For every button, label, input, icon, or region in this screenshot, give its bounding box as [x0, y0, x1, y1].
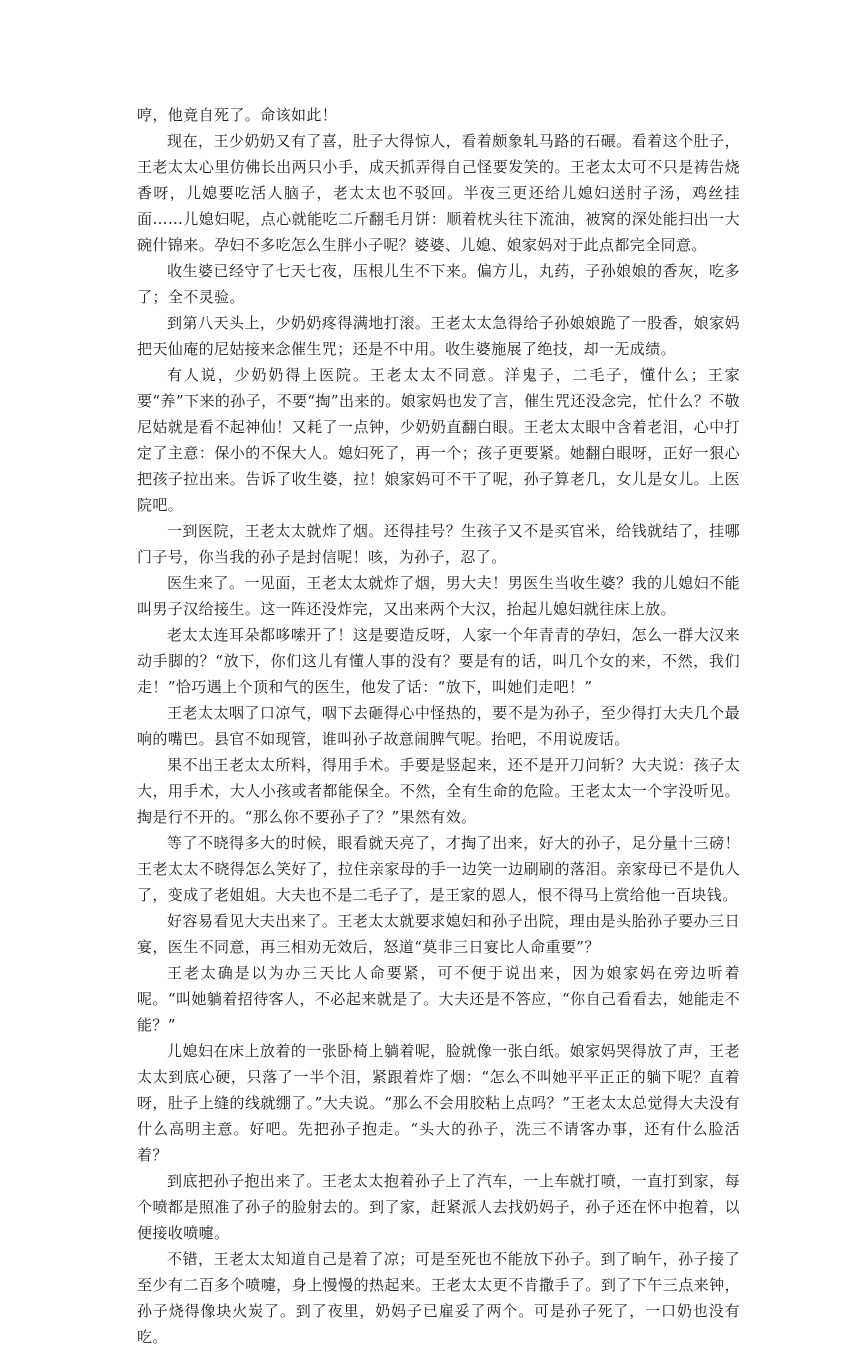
paragraph: 医生来了。一见面，王老太太就炸了烟，男大夫！男医生当收生婆？我的儿媳妇不能叫男子汉给接生。这一阵还没炸完，又出来两个大汉，抬起儿媳妇就往床上放。 [137, 574, 740, 618]
paragraph: 哼，他竟自死了。命该如此！ [137, 106, 338, 124]
paragraph: 老太太连耳朵都哆嗦开了！这是要造反呀，人家一个年青青的孕妇，怎么一群大汉来动手脚的？“放下，你们这儿有懂人事的没有？要是有的话，叫几个女的来，不然，我们走！”恰巧遇上个顶和气的医生，他发了话：“放下，叫她们走吧！” [137, 626, 740, 696]
paragraph: 现在，王少奶奶又有了喜，肚子大得惊人，看着颇象轧马路的石碾。看着这个肚子，王老太太心里仿佛长出两只小手，成天抓弄得自己怪要发笑的。王老太太可不只是祷告烧香呀，儿媳要吃活人脑子，老太太也不驳回。半夜三更还给儿媳妇送肘子汤，鸡丝挂面……儿媳妇呢，点心就能吃二斤翻毛月饼：顺着枕头往下流油，被窝的深处能扫出一大碗什锦来。孕妇不多吃怎么生胖小子呢？婆婆、儿媳、娘家妈对于此点都完全同意。 [137, 132, 740, 254]
article-body [137, 102, 740, 1350]
paragraph: 好容易看见大夫出来了。王老太太就要求媳妇和孙子出院，理由是头胎孙子要办三日宴，医生不同意，再三相劝无效后，怒道“莫非三日宴比人命重要”？ [137, 912, 740, 956]
paragraph: 到底把孙子抱出来了。王老太太抱着孙子上了汽车，一上车就打喷，一直打到家，每个喷都是照准了孙子的脸射去的。到了家，赶紧派人去找奶妈子，孙子还在怀中抱着，以便接收喷嚏。 [137, 1172, 740, 1242]
paragraph: 王老太太咽了口凉气，咽下去砸得心中怪热的，要不是为孙子，至少得打大夫几个最响的嘴巴。县官不如现管，谁叫孙子故意闹脾气呢。抬吧，不用说废话。 [137, 704, 740, 748]
paragraph: 果不出王老太太所料，得用手术。手要是竖起来，还不是开刀问斩？大夫说：孩子太大，用手术，大人小孩或者都能保全。不然，全有生命的危险。王老太太一个字没听见。掏是行不开的。“那么你不要孙子了？”果然有效。 [137, 756, 740, 826]
paragraph: 儿媳妇在床上放着的一张卧椅上躺着呢，脸就像一张白纸。娘家妈哭得放了声，王老太太到底心硬，只落了一半个泪，紧跟着炸了烟：“怎么不叫她平平正正的躺下呢？直着呀，肚子上缝的线就绷了。”大夫说。“那么不会用胶粘上点吗？”王老太太总觉得大夫没有什么高明主意。好吧。先把孙子抱走。“头大的孙子，洗三不请客办事，还有什么脸活着？ [137, 1042, 740, 1164]
paragraph: 收生婆已经守了七天七夜，压根儿生不下来。偏方儿，丸药，子孙娘娘的香灰，吃多了；全不灵验。 [137, 262, 740, 306]
paragraph: 有人说，少奶奶得上医院。王老太太不同意。洋鬼子，二毛子，懂什么；王家要“养”下来的孙子，不要“掏”出来的。娘家妈也发了言，催生咒还没念完，忙什么？不敬尼姑就是看不起神仙！又耗了一点钟，少奶奶直翻白眼。王老太太眼中含着老泪，心中打定了主意：保小的不保大人。媳妇死了，再一个；孩子更要紧。她翻白眼呀，正好一狠心把孩子拉出来。告诉了收生婆，拉！娘家妈可不干了呢，孙子算老几，女儿是女儿。上医院吧。 [137, 366, 740, 514]
paragraph: 不错，王老太太知道自己是着了凉；可是至死也不能放下孙子。到了晌午，孙子接了至少有二百多个喷嚏，身上慢慢的热起来。王老太太更不肯撒手了。到了下午三点来钟，孙子烧得像块火炭了。到了夜里，奶妈子已雇妥了两个。可是孙子死了，一口奶也没有吃。 [137, 1250, 740, 1346]
paragraph: 等了不晓得多大的时候，眼看就天亮了，才掏了出来，好大的孙子，足分量十三磅！王老太太不晓得怎么笑好了，拉住亲家母的手一边笑一边刷刷的落泪。亲家母已不是仇人了，变成了老姐姐。大夫也不是二毛子了，是王家的恩人，恨不得马上赏给他一百块钱。 [137, 834, 740, 904]
paragraph: 王老太确是以为办三天比人命要紧，可不便于说出来，因为娘家妈在旁边听着呢。“叫她躺着招待客人，不必起来就是了。大夫还是不答应，“你自己看看去，她能走不能？” [137, 964, 740, 1034]
paragraph: 到第八天头上，少奶奶疼得满地打滚。王老太太急得给子孙娘娘跪了一股香，娘家妈把天仙庵的尼姑接来念催生咒；还是不中用。收生婆施展了绝技，却一无成绩。 [137, 314, 740, 358]
paragraph: 一到医院，王老太太就炸了烟。还得挂号？生孩子又不是买官米，给钱就结了，挂哪门子号，你当我的孙子是封信呢！咳，为孙子，忍了。 [137, 522, 740, 566]
